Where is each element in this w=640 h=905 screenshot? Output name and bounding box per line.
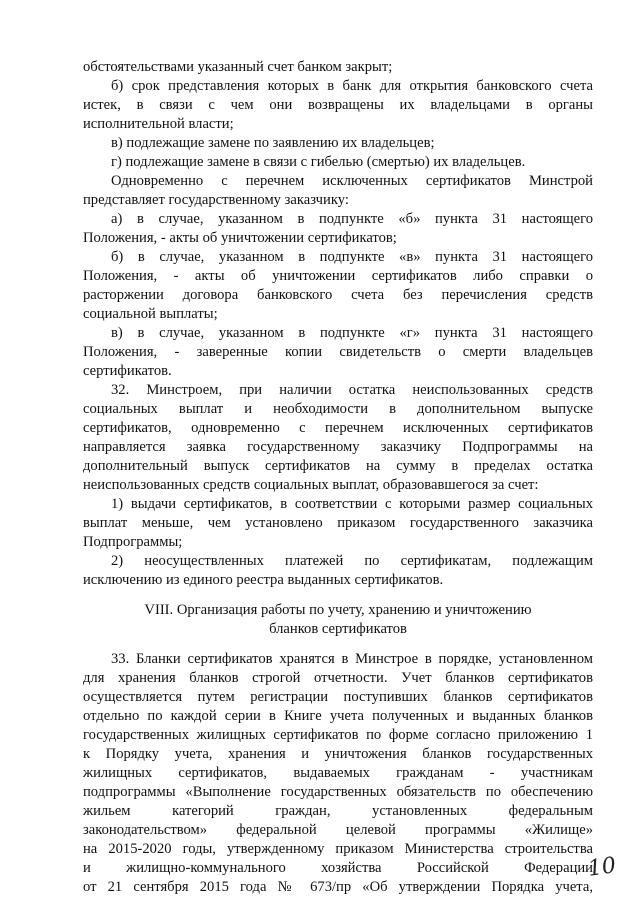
section-heading-line: бланков сертификатов xyxy=(269,621,407,637)
paragraph-line: жилищных сертификатов, выдаваемых гражданам - участникам xyxy=(83,765,593,781)
paragraph-line: обстоятельствами указанный счет банком закрыт; xyxy=(83,59,393,75)
paragraph-line: неиспользованных средств социальных выплат, образовавшегося за счет: xyxy=(83,477,539,493)
paragraph-line: в) в случае, указанном в подпункте «г» пункта 31 настоящего xyxy=(111,325,593,341)
paragraph-line: а) в случае, указанном в подпункте «б» пункта 31 настоящего xyxy=(111,211,593,227)
paragraph-line: жильем категорий граждан, установленных федеральным xyxy=(83,803,593,819)
paragraph-line: подпрограммы «Выполнение государственных обязательств по обеспечению xyxy=(83,784,593,800)
paragraph-line: законодательством» федеральной целевой программы «Жилище» xyxy=(83,822,593,838)
paragraph-line: выплат меньше, чем установлено приказом государственного заказчика xyxy=(83,515,593,531)
paragraph-line: г) подлежащие замене в связи с гибелью (смертью) их владельцев. xyxy=(111,154,526,170)
paragraph-line: 32. Минстроем, при наличии остатка неиспользованных средств xyxy=(111,382,593,398)
paragraph-line: к Порядку учета, хранения и уничтожения бланков государственных xyxy=(83,746,593,762)
paragraph-line: направляется заявка государственному заказчику Подпрограммы на xyxy=(83,439,593,455)
paragraph-line: Положения, - акты об уничтожении сертификатов либо справки о xyxy=(83,268,593,284)
paragraph-line: 2) неосуществленных платежей по сертификатам, подлежащим xyxy=(111,553,593,569)
paragraph-line: сертификатов. xyxy=(83,363,172,379)
paragraph-line: дополнительный выпуск сертификатов на сумму в пределах остатка xyxy=(83,458,593,474)
paragraph-line: представляет государственному заказчику: xyxy=(83,192,349,208)
paragraph-line: сертификатов, одновременно с перечнем исключенных сертификатов xyxy=(83,420,593,436)
section-heading-line: VIII. Организация работы по учету, хранению и уничтожению xyxy=(144,602,532,618)
paragraph-line: 33. Бланки сертификатов хранятся в Минстрое в порядке, установленном xyxy=(111,651,593,667)
paragraph-line: 1) выдачи сертификатов, в соответствии с которыми размер социальных xyxy=(111,496,593,512)
paragraph-line: исключению из единого реестра выданных сертификатов. xyxy=(83,572,444,588)
paragraph-line: от 21 сентября 2015 года № 673/пр «Об утверждении Порядка учета, xyxy=(83,879,593,895)
paragraph-line: для хранения бланков строгой отчетности. Учет бланков сертификатов xyxy=(83,670,593,686)
paragraph-line: и жилищно-коммунального хозяйства Российской Федерации xyxy=(83,860,593,876)
paragraph-line: расторжении договора банковского счета без перечисления средств xyxy=(83,287,593,303)
paragraph-line: истек, в связи с чем они возвращены их владельцами в органы xyxy=(83,97,593,113)
paragraph-line: Одновременно с перечнем исключенных сертификатов Минстрой xyxy=(111,173,593,189)
paragraph-line: осуществляется путем регистрации поступивших бланков сертификатов xyxy=(83,689,593,705)
paragraph-line: б) в случае, указанном в подпункте «в» пункта 31 настоящего xyxy=(111,249,593,265)
paragraph-line: на 2015-2020 годы, утвержденному приказом Министерства строительства xyxy=(83,841,593,857)
paragraph-line: социальной выплаты; xyxy=(83,306,218,322)
paragraph-line: государственных жилищных сертификатов по форме согласно приложению 1 xyxy=(83,727,593,743)
paragraph-line: Подпрограммы; xyxy=(83,534,183,550)
paragraph-line: б) срок представления которых в банк для открытия банковского счета xyxy=(111,78,593,94)
page-number: 10 xyxy=(586,853,618,882)
paragraph-line: Положения, - акты об уничтожении сертификатов; xyxy=(83,230,397,246)
paragraph-line: исполнительной власти; xyxy=(83,116,234,132)
paragraph-line: Положения, - заверенные копии свидетельств о смерти владельцев xyxy=(83,344,593,360)
paragraph-line: в) подлежащие замене по заявлению их владельцев; xyxy=(111,135,435,151)
paragraph-line: отдельно по каждой серии в Книге учета полученных и выданных бланков xyxy=(83,708,593,724)
paragraph-line: социальных выплат и необходимости в дополнительном выпуске xyxy=(83,401,593,417)
